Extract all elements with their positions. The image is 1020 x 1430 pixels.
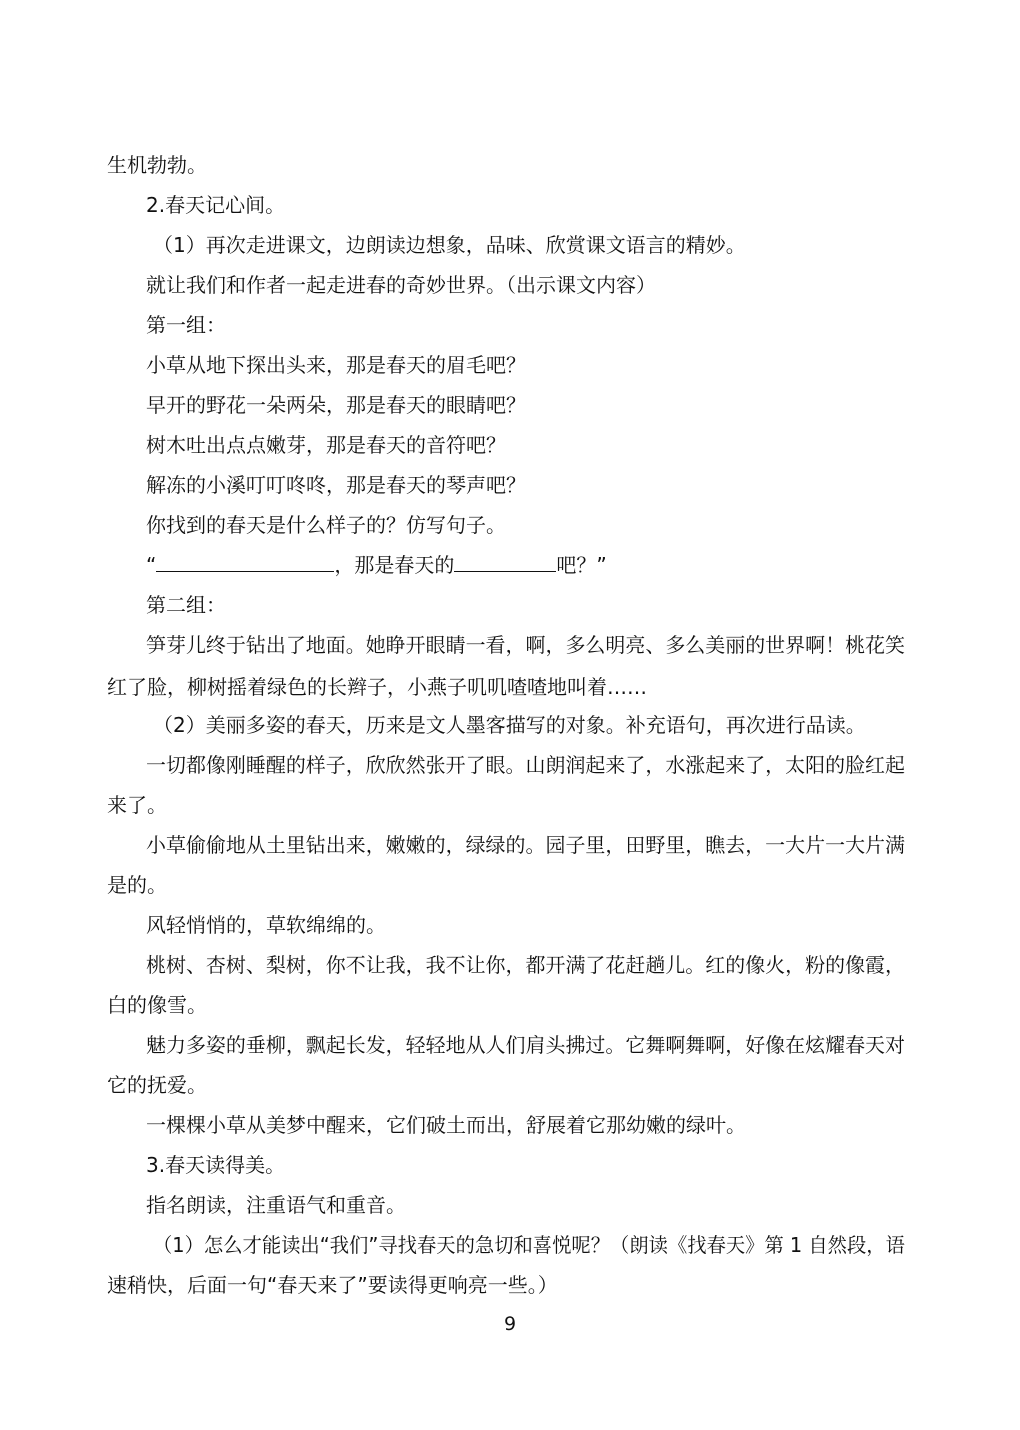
text-line: 红了脸，柳树摇着绿色的长辫子，小燕子叽叽喳喳地叫着…… [107,675,647,699]
text-line: （1）再次走进课文，边朗读边想象，品味、欣赏课文语言的精妙。 [153,233,746,257]
blank-end-text: 吧？” [556,553,607,577]
group-label: 第一组： [146,313,226,337]
group-label: 第二组： [146,593,226,617]
text-line: （1）怎么才能读出“我们”寻找春天的急切和喜悦呢？（朗读《找春天》第 1 自然段，语 [153,1233,905,1257]
text-line: 笋芽儿终于钻出了地面。她睁开眼睛一看，啊，多么明亮、多么美丽的世界啊！桃花笑 [146,633,905,657]
text-line: 解冻的小溪叮叮咚咚，那是春天的琴声吧？ [146,473,526,497]
text-line: 你找到的春天是什么样子的？仿写句子。 [146,513,506,537]
text-line: 白的像雪。 [107,993,207,1017]
text-line: 是的。 [107,873,167,897]
text-line: 小草偷偷地从土里钻出来，嫩嫩的，绿绿的。园子里，田野里，瞧去，一大片一大片满 [146,833,905,857]
text-line: 小草从地下探出头来，那是春天的眉毛吧？ [146,353,526,377]
text-line: （2）美丽多姿的春天，历来是文人墨客描写的对象。补充语句，再次进行品读。 [153,713,866,737]
open-quote: “ [146,553,157,577]
page-number: 9 [503,1313,517,1335]
section-heading: 2.春天记心间。 [146,193,286,217]
text-line: 一棵棵小草从美梦中醒来，它们破土而出，舒展着它那幼嫩的绿叶。 [146,1113,746,1137]
blank-line-1 [156,551,334,572]
text-line: 就让我们和作者一起走进春的奇妙世界。（出示课文内容） [146,273,656,297]
text-line: 速稍快，后面一句“春天来了”要读得更响亮一些。） [107,1273,558,1297]
fill-in-blank-sentence [146,551,607,579]
text-line: 生机勃勃。 [107,153,207,177]
text-line: 一切都像刚睡醒的样子，欣欣然张开了眼。山朗润起来了，水涨起来了，太阳的脸红起 [146,753,905,777]
text-line: 风轻悄悄的，草软绵绵的。 [146,913,386,937]
text-line: 来了。 [107,793,167,817]
text-line: 它的抚爱。 [107,1073,207,1097]
text-line: 树木吐出点点嫩芽，那是春天的音符吧？ [146,433,506,457]
section-heading: 3.春天读得美。 [146,1153,286,1177]
text-line: 早开的野花一朵两朵，那是春天的眼睛吧？ [146,393,526,417]
text-line: 指名朗读，注重语气和重音。 [146,1193,406,1217]
blank-middle-text: ，那是春天的 [334,553,455,577]
text-line: 魅力多姿的垂柳，飘起长发，轻轻地从人们肩头拂过。它舞啊舞啊，好像在炫耀春天对 [146,1033,905,1057]
text-line: 桃树、杏树、梨树，你不让我，我不让你，都开满了花赶趟儿。红的像火，粉的像霞， [146,953,905,977]
blank-line-2 [454,551,556,572]
